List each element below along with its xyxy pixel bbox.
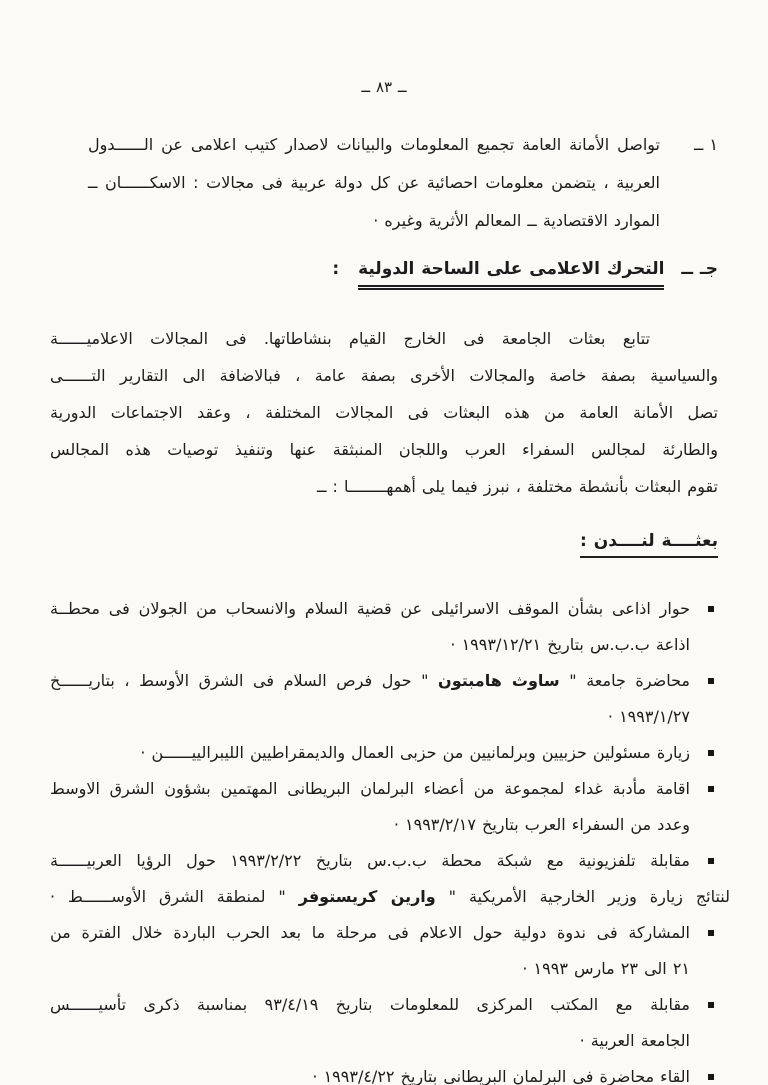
item-line: تواصل الأمانة العامة تجميع المعلومات والبيانات لاصدار كتيب اعلامى عن الــــــدول bbox=[88, 135, 660, 154]
bullet-line: ١٩٩٣/١/٢٧ · bbox=[607, 707, 690, 726]
bullet-line: الجامعة العربية · bbox=[579, 1031, 690, 1050]
london-mission-heading bbox=[50, 531, 718, 558]
item-body bbox=[88, 126, 660, 240]
square-bullet-icon bbox=[708, 930, 714, 936]
section-c-heading bbox=[50, 256, 718, 290]
square-bullet-icon bbox=[708, 750, 714, 756]
bullet-line: زيارة مسئولين حزبيين وبرلمانيين من حزبى العمال والديمقراطيين الليبرالييــــــن · bbox=[140, 743, 690, 762]
bullet-line: ٢١ الى ٢٣ مارس ١٩٩٣ · bbox=[522, 959, 690, 978]
numbered-item-1 bbox=[50, 126, 718, 240]
bullet-line: مقابلة مع المكتب المركزى للمعلومات بتاريخ ٩٣/٤/١٩ بمناسبة ذكرى تأسيــــــس bbox=[50, 995, 691, 1014]
item-line: الموارد الاقتصادية ــ المعالم الأثرية وغيره · bbox=[373, 211, 660, 230]
bullet-line: المشاركة فى ندوة دولية حول الاعلام فى مرحلة ما بعد الحرب الباردة خلال الفترة من bbox=[50, 923, 690, 942]
section-title-underlined: التحرك الاعلامى على الساحة الدولية bbox=[358, 256, 664, 290]
item-number-marker: ١ ــ bbox=[693, 135, 718, 154]
bullet-line: اقامة مأدبة غداء لمجموعة من أعضاء البرلمان البريطانى المهتمين بشؤون الشرق الاوسط bbox=[50, 779, 690, 798]
section-letter: جـ ــ bbox=[681, 259, 718, 279]
bullet-item-southampton-lecture bbox=[50, 663, 718, 735]
bullet-line: القاء محاضرة فى البرلمان البريطانى بتاريخ ١٩٩٣/٤/٢٢ · bbox=[312, 1067, 690, 1085]
bullet-item-radio-interview bbox=[50, 591, 718, 663]
square-bullet-icon bbox=[708, 606, 714, 612]
bullet-line: اذاعة ب.ب.س بتاريخ ١٩٩٣/١٢/٢١ · bbox=[450, 635, 690, 654]
bullet-text: " حول فرص السلام فى الشرق الأوسط ، بتاريــــــخ bbox=[50, 671, 439, 690]
square-bullet-icon bbox=[708, 1074, 714, 1080]
bullet-item-coi-interview bbox=[50, 987, 718, 1059]
bullet-text: لنتائج زيارة وزير الخارجية الأمريكية " bbox=[435, 887, 731, 906]
paragraph-line: تقوم البعثات بأنشطة مختلفة ، نبرز فيما يلى أهمهــــــــا : ــ bbox=[317, 477, 718, 496]
paragraph-line: والسياسية بصفة خاصة والمجالات الأخرى بصفة عامة ، فبالاضافة الى التقارير التــــــى bbox=[50, 366, 718, 385]
paragraph-line: والطارئة لمجالس السفراء العرب واللجان المنبثقة عنها وتنفيذ توصيات هذه المجالس bbox=[50, 440, 718, 459]
bullet-text-bold: ساوث هامبتون bbox=[438, 671, 560, 690]
bullet-text-bold: وارين كريستوفر bbox=[298, 887, 436, 906]
square-bullet-icon bbox=[708, 678, 714, 684]
bullet-text: محاضرة جامعة " bbox=[559, 671, 691, 690]
page-number: ــ ٨٣ ــ bbox=[361, 78, 407, 96]
paragraph-line: تصل الأمانة العامة من هذه البعثات فى المجالات المختلفة ، وعقد الاجتماعات الدورية bbox=[50, 403, 718, 422]
bullet-item-international-seminar bbox=[50, 915, 718, 987]
item-line: العربية ، يتضمن معلومات احصائية عن كل دولة عربية فى مجالات : الاسكــــــان ــ bbox=[88, 173, 660, 192]
square-bullet-icon bbox=[708, 858, 714, 864]
square-bullet-icon bbox=[708, 1002, 714, 1008]
section-colon: : bbox=[332, 259, 340, 279]
intro-paragraph bbox=[50, 320, 718, 505]
bullet-item-party-officials-visit bbox=[50, 735, 718, 771]
bullet-list bbox=[50, 591, 731, 1085]
bullet-line: وعدد من السفراء العرب بتاريخ ١٩٩٣/٢/١٧ · bbox=[393, 815, 690, 834]
bullet-line: حوار اذاعى بشأن الموقف الاسرائيلى عن قضية السلام والانسحاب من الجولان فى محطــة bbox=[50, 599, 690, 618]
paragraph-line: تتابع بعثات الجامعة فى الخارج القيام بنشاطاتها. فى المجالات الاعلاميــــــة bbox=[50, 329, 650, 348]
bullet-line bbox=[50, 879, 730, 915]
bullet-line bbox=[50, 663, 690, 699]
square-bullet-icon bbox=[708, 786, 714, 792]
bullet-item-tv-interview bbox=[50, 843, 731, 915]
bullet-item-lunch-banquet bbox=[50, 771, 718, 843]
bullet-text: " لمنطقة الشرق الأوســــــط · bbox=[50, 887, 299, 906]
bullet-line: مقابلة تلفزيونية مع شبكة محطة ب.ب.س بتاريخ ١٩٩٣/٢/٢٢ حول الرؤيا العربيــــــة bbox=[50, 851, 691, 870]
mission-title-underlined: بعثــــة لنــــدن : bbox=[580, 531, 718, 558]
bullet-item-parliament-lecture bbox=[50, 1059, 718, 1085]
